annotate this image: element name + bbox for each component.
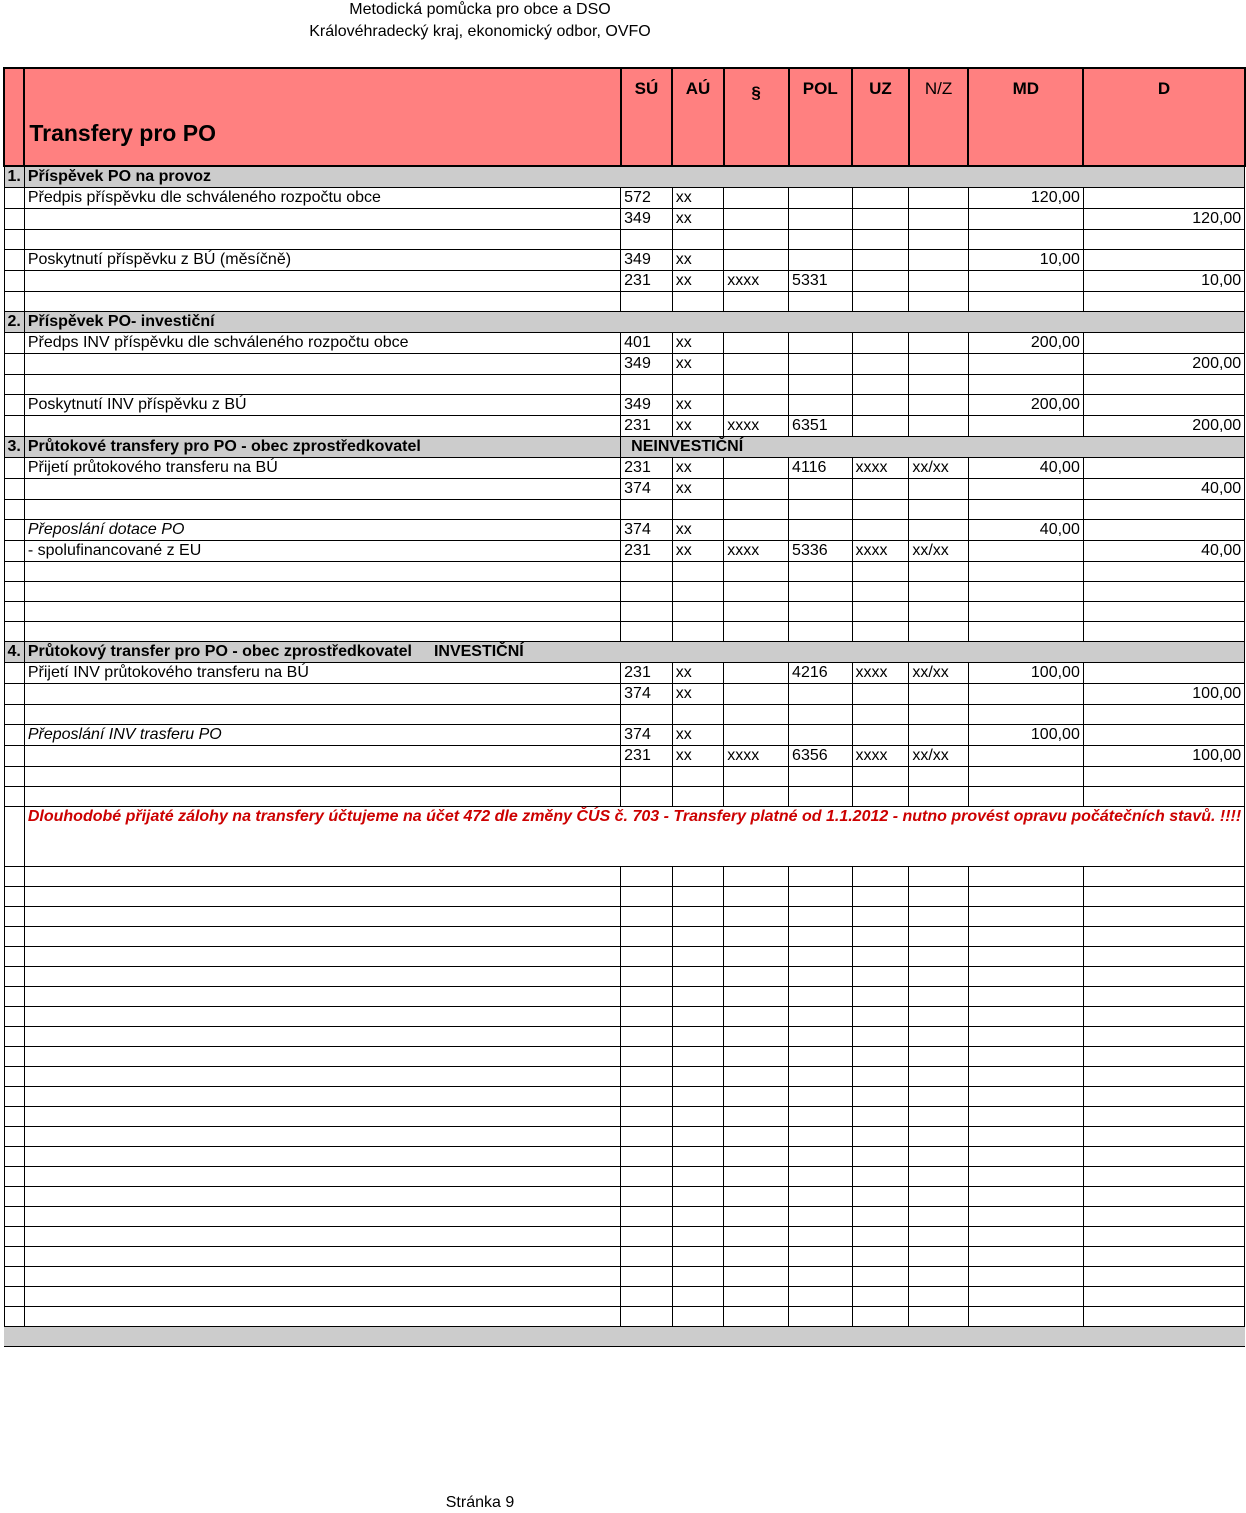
table-row (4, 292, 1245, 312)
su-cell: 349 (621, 395, 673, 416)
section-number: 1. (4, 166, 24, 188)
su-cell: 231 (621, 541, 673, 562)
table-row (4, 333, 1245, 354)
au-cell: xx (672, 541, 724, 562)
table-row (4, 684, 1245, 705)
au-cell: xx (672, 458, 724, 479)
table-row (4, 1067, 1245, 1087)
row-text: Předpis příspěvku dle schváleného rozpočtu obce (24, 188, 620, 209)
col-d-header: D (1083, 68, 1244, 166)
section-tag: NEINVESTIČNÍ (621, 437, 1245, 458)
col-su-header: SÚ (621, 68, 673, 166)
row-text: Přeposlání INV trasferu PO (24, 725, 620, 746)
table-row (4, 1107, 1245, 1127)
d-cell: 40,00 (1083, 541, 1244, 562)
col-uz-header: UZ (852, 68, 909, 166)
su-cell: 401 (621, 333, 673, 354)
col-md-header: MD (968, 68, 1083, 166)
section-title-cell (24, 642, 1244, 663)
section-tag: INVESTIČNÍ (433, 643, 524, 660)
table-row (4, 746, 1245, 767)
su-cell: 231 (621, 458, 673, 479)
red-note: Dlouhodobé přijaté zálohy na transfery účtujeme na účet 472 dle změny ČÚS č. 703 - Transfery platné od 1.1.2012 - nutno provést opravu počátečních stavů. !!!! (24, 807, 1244, 867)
table-row (4, 663, 1245, 684)
pol-cell: 5336 (789, 541, 852, 562)
md-cell: 100,00 (968, 663, 1083, 684)
table-row (4, 1007, 1245, 1027)
table-row (4, 887, 1245, 907)
table-title: Transfery pro PO (24, 68, 620, 166)
table-row (4, 562, 1245, 582)
su-cell: 349 (621, 250, 673, 271)
md-cell: 10,00 (968, 250, 1083, 271)
col-pol-header: POL (789, 68, 852, 166)
document-header-line1: Metodická pomůcka pro obce a DSO (349, 1, 611, 18)
su-cell: 349 (621, 209, 673, 230)
au-cell: xx (672, 746, 724, 767)
table-row (4, 602, 1245, 622)
table-row (4, 725, 1245, 746)
su-cell: 231 (621, 416, 673, 437)
section-number: 4. (4, 642, 24, 663)
table-row (4, 1227, 1245, 1247)
au-cell: xx (672, 250, 724, 271)
section-number: 3. (4, 437, 24, 458)
row-text: Poskytnutí příspěvku z BÚ (měsíčně) (24, 250, 620, 271)
table-row (4, 1167, 1245, 1187)
note-row (4, 807, 1245, 867)
section-title: Příspěvek PO na provoz (24, 166, 1244, 188)
row-text: - spolufinancované z EU (24, 541, 620, 562)
section-number: 2. (4, 312, 24, 333)
d-cell: 100,00 (1083, 746, 1244, 767)
su-cell: 231 (621, 271, 673, 292)
su-cell: 231 (621, 663, 673, 684)
su-cell: 231 (621, 746, 673, 767)
col-au-header: AÚ (672, 68, 724, 166)
table-row (4, 1267, 1245, 1287)
document-header-line2: Královéhradecký kraj, ekonomický odbor, OVFO (309, 23, 651, 40)
table-row (4, 867, 1245, 887)
table-row (4, 1087, 1245, 1107)
au-cell: xx (672, 725, 724, 746)
md-cell: 120,00 (968, 188, 1083, 209)
transfers-table (3, 67, 1246, 1347)
table-row (4, 541, 1245, 562)
table-row (4, 947, 1245, 967)
section-row (4, 312, 1245, 333)
table-row (4, 1147, 1245, 1167)
uz-cell: xxxx (852, 746, 909, 767)
table-row (4, 520, 1245, 541)
row-text: Přijetí průtokového transferu na BÚ (24, 458, 620, 479)
table-row (4, 705, 1245, 725)
d-cell: 100,00 (1083, 684, 1244, 705)
table-row (4, 395, 1245, 416)
d-cell: 120,00 (1083, 209, 1244, 230)
pol-cell: 5331 (789, 271, 852, 292)
au-cell: xx (672, 354, 724, 375)
nz-cell: xx/xx (909, 541, 968, 562)
table-row (4, 1187, 1245, 1207)
section-title: Příspěvek PO- investiční (24, 312, 1244, 333)
au-cell: xx (672, 188, 724, 209)
table-row (4, 500, 1245, 520)
section-row (4, 642, 1245, 663)
closing-grey-row (4, 1327, 1245, 1347)
table-row (4, 375, 1245, 395)
table-row (4, 209, 1245, 230)
paragraph-cell: xxxx (724, 271, 789, 292)
su-cell: 374 (621, 725, 673, 746)
table-row (4, 1307, 1245, 1327)
au-cell: xx (672, 209, 724, 230)
row-text: Poskytnutí INV příspěvku z BÚ (24, 395, 620, 416)
section-row (4, 166, 1245, 188)
section-title: Průtokové transfery pro PO - obec zprostředkovatel (24, 437, 620, 458)
table-row (4, 250, 1245, 271)
table-row (4, 416, 1245, 437)
section-title: Průtokový transfer pro PO - obec zprostředkovatel (27, 643, 412, 660)
d-cell: 200,00 (1083, 354, 1244, 375)
md-cell: 40,00 (968, 458, 1083, 479)
table-row (4, 987, 1245, 1007)
au-cell: xx (672, 395, 724, 416)
md-cell: 200,00 (968, 395, 1083, 416)
d-cell: 200,00 (1083, 416, 1244, 437)
au-cell: xx (672, 479, 724, 500)
table-row (4, 188, 1245, 209)
table-row (4, 458, 1245, 479)
table-row (4, 479, 1245, 500)
d-cell: 40,00 (1083, 479, 1244, 500)
paragraph-cell: xxxx (724, 416, 789, 437)
table-header-row (4, 68, 1245, 166)
nz-cell: xx/xx (909, 663, 968, 684)
table-row (4, 767, 1245, 787)
table-row (4, 787, 1245, 807)
d-cell: 10,00 (1083, 271, 1244, 292)
su-cell: 374 (621, 684, 673, 705)
au-cell: xx (672, 663, 724, 684)
paragraph-cell: xxxx (724, 541, 789, 562)
section-row (4, 437, 1245, 458)
su-cell: 349 (621, 354, 673, 375)
nz-cell: xx/xx (909, 746, 968, 767)
uz-cell: xxxx (852, 458, 909, 479)
table-row (4, 622, 1245, 642)
pol-cell: 6356 (789, 746, 852, 767)
table-row (4, 1287, 1245, 1307)
au-cell: xx (672, 271, 724, 292)
table-row (4, 1127, 1245, 1147)
page-number: Stránka 9 (445, 1494, 515, 1511)
table-row (4, 230, 1245, 250)
col-nz-header: N/Z (909, 68, 968, 166)
row-text: Předps INV příspěvku dle schváleného rozpočtu obce (24, 333, 620, 354)
row-text: Přijetí INV průtokového transferu na BÚ (24, 663, 620, 684)
md-cell: 100,00 (968, 725, 1083, 746)
table-row (4, 1027, 1245, 1047)
table-row (4, 271, 1245, 292)
table-row (4, 582, 1245, 602)
header-blank-cell (4, 68, 24, 166)
pol-cell: 4116 (789, 458, 852, 479)
table-row (4, 354, 1245, 375)
au-cell: xx (672, 416, 724, 437)
table-row (4, 907, 1245, 927)
au-cell: xx (672, 684, 724, 705)
su-cell: 374 (621, 479, 673, 500)
table-row (4, 1207, 1245, 1227)
pol-cell: 4216 (789, 663, 852, 684)
table-row (4, 1247, 1245, 1267)
col-paragraph-header: § (724, 68, 789, 166)
row-text: Přeposlání dotace PO (24, 520, 620, 541)
nz-cell: xx/xx (909, 458, 968, 479)
uz-cell: xxxx (852, 541, 909, 562)
au-cell: xx (672, 520, 724, 541)
table-row (4, 1047, 1245, 1067)
pol-cell: 6351 (789, 416, 852, 437)
su-cell: 572 (621, 188, 673, 209)
table-row (4, 967, 1245, 987)
md-cell: 200,00 (968, 333, 1083, 354)
su-cell: 374 (621, 520, 673, 541)
uz-cell: xxxx (852, 663, 909, 684)
paragraph-cell: xxxx (724, 746, 789, 767)
md-cell: 40,00 (968, 520, 1083, 541)
table-row (4, 927, 1245, 947)
au-cell: xx (672, 333, 724, 354)
